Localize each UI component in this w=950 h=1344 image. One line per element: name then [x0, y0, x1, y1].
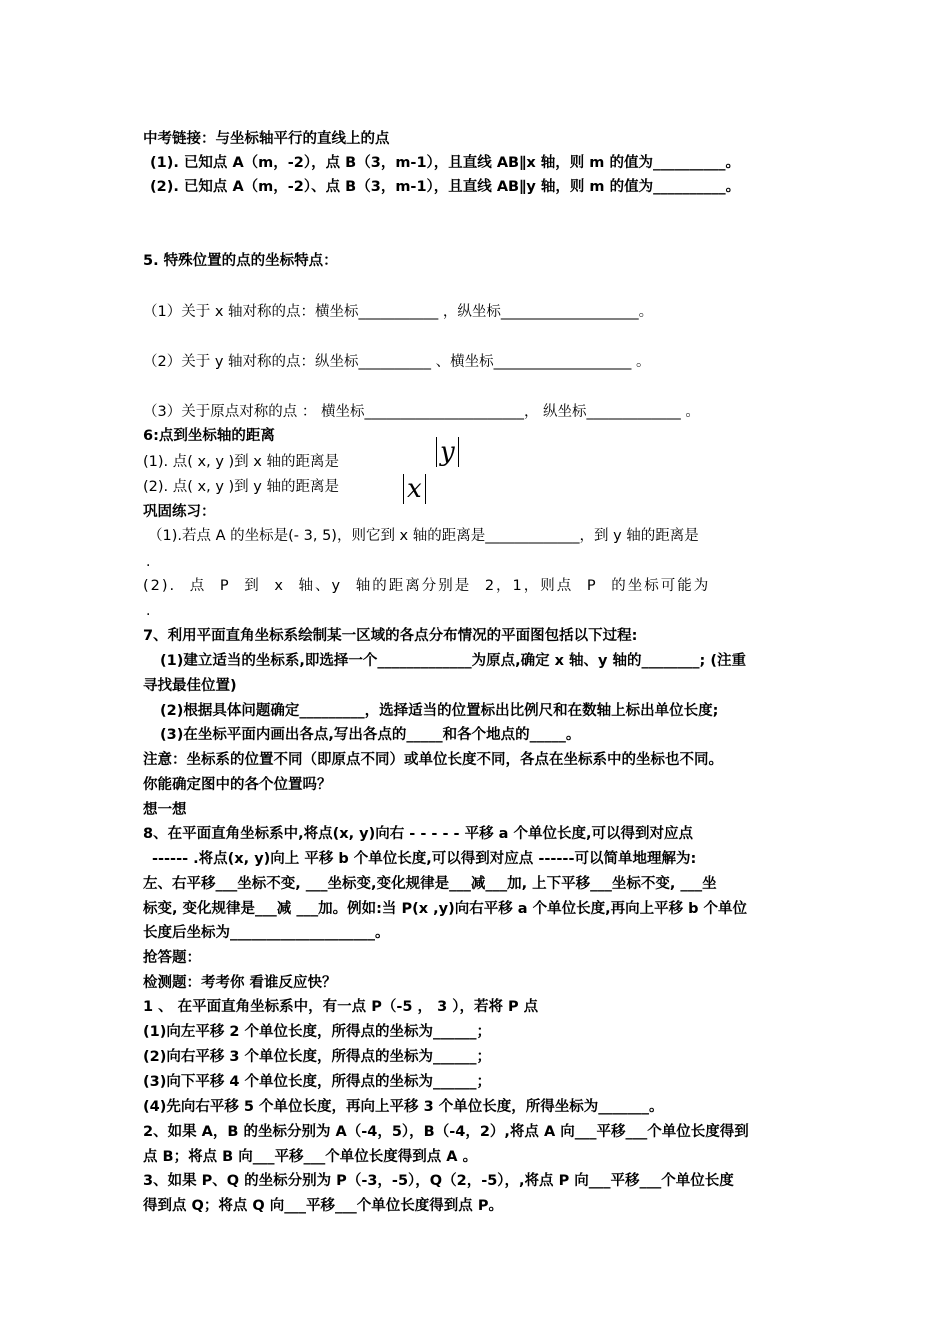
- test-q1-part-3: (3)向下平移 4 个单位长度，所得点的坐标为______；: [143, 1074, 492, 1090]
- line-7-step-2: (2)根据具体问题确定_________，选择适当的位置标出比例尺和在数轴上标出单位长度;: [160, 703, 719, 719]
- line-q2-parallel-y: (2). 已知点 A（m，-2）、点 B（3，m-1），且直线 AB∥y 轴，则 m 的值为__________。: [150, 179, 741, 195]
- think-title: 想一想: [143, 802, 187, 818]
- period-mark: .: [146, 603, 151, 619]
- line-sym-y-axis: （2）关于 y 轴对称的点：纵坐标__________ 、横坐标___________________ 。: [143, 354, 651, 370]
- section-7-title: 7、利用平面直角坐标系绘制某一区域的各点分布情况的平面图包括以下过程:: [143, 628, 638, 644]
- period-mark: .: [146, 554, 151, 570]
- line-sym-origin: （3）关于原点对称的点 ： 横坐标______________________， 纵坐标_____________ 。: [143, 404, 700, 420]
- formula-abs-y: y: [433, 437, 462, 467]
- section-6-title: 6:点到坐标轴的距离: [143, 428, 275, 444]
- formula-abs-x: x: [400, 474, 429, 504]
- test-q3-line-2: 得到点 Q；将点 Q 向___平移___个单位长度得到点 P。: [143, 1198, 503, 1214]
- line-practice-2: (2). 点 P 到 x 轴、y 轴的距离分别是 2，1，则点 P 的坐标可能为: [143, 578, 711, 594]
- section-8-line-1: 8、在平面直角坐标系中,将点(x, y)向右 - - - - - 平移 a 个单位长度,可以得到对应点: [143, 826, 693, 842]
- line-dist-x-axis: (1). 点( x, y )到 x 轴的距离是: [143, 454, 339, 470]
- test-q1-part-2: (2)向右平移 3 个单位长度，所得点的坐标为______；: [143, 1049, 492, 1065]
- test-q2-line-2: 点 B；将点 B 向___平移___个单位长度得到点 A 。: [143, 1149, 478, 1165]
- line-q1-parallel-x: (1). 已知点 A（m，-2），点 B（3，m-1），且直线 AB∥x 轴，则 m 的值为__________。: [150, 155, 740, 171]
- section-8-line-5: 长度后坐标为____________________。: [143, 925, 390, 941]
- line-7-step-1-cont: 寻找最佳位置): [143, 678, 237, 694]
- section-5-title: 5. 特殊位置的点的坐标特点：: [143, 253, 338, 269]
- line-question: 你能确定图中的各个位置吗？: [143, 777, 332, 793]
- section-8-line-2: ------ .将点(x, y)向上 平移 b 个单位长度,可以得到对应点 ------可以简单地理解为:: [152, 851, 697, 867]
- test-q1-part-4: (4)先向右平移 5 个单位长度，再向上平移 3 个单位长度，所得坐标为_______。: [143, 1099, 664, 1115]
- line-dist-y-axis: (2). 点( x, y )到 y 轴的距离是: [143, 479, 339, 495]
- line-practice-1: （1).若点 A 的坐标是(- 3, 5)，则它到 x 轴的距离是_____________，到 y 轴的距离是: [148, 528, 699, 544]
- test-q2-line-1: 2、如果 A，B 的坐标分别为 A（-4，5），B（-4，2）,将点 A 向___平移___个单位长度得到: [143, 1124, 749, 1140]
- section-8-line-4: 标变, 变化规律是___减 ___加。例如:当 P(x ,y)向右平移 a 个单位长度,再向上平移 b 个单位: [143, 901, 748, 917]
- practice-title: 巩固练习：: [143, 504, 216, 520]
- line-sym-x-axis: （1）关于 x 轴对称的点：横坐标___________ ，纵坐标___________________。: [143, 304, 654, 320]
- line-7-step-3: (3)在坐标平面内画出各点,写出各点的_____和各个地点的_____。: [160, 727, 581, 743]
- section-8-line-3: 左、右平移___坐标不变, ___坐标变,变化规律是___减___加, 上下平移___坐标不变, ___坐: [143, 876, 717, 892]
- test-q1-part-1: (1)向左平移 2 个单位长度，所得点的坐标为______；: [143, 1024, 492, 1040]
- line-zhongkao-title: 中考链接：与坐标轴平行的直线上的点: [143, 131, 390, 147]
- test-title: 检测题：考考你 看谁反应快？: [143, 975, 337, 991]
- test-q3-line-1: 3、如果 P、Q 的坐标分别为 P（-3，-5），Q（2，-5），,将点 P 向___平移___个单位长度: [143, 1173, 734, 1189]
- line-note: 注意：坐标系的位置不同（即原点不同）或单位长度不同，各点在坐标系中的坐标也不同。: [143, 752, 723, 768]
- test-q1: 1 、 在平面直角坐标系中，有一点 P（-5 ， 3 ），若将 P 点: [143, 999, 539, 1015]
- quick-answer-title: 抢答题：: [143, 950, 201, 966]
- line-7-step-1: (1)建立适当的坐标系,即选择一个_____________为原点,确定 x 轴、y 轴的________; (注重: [160, 653, 747, 669]
